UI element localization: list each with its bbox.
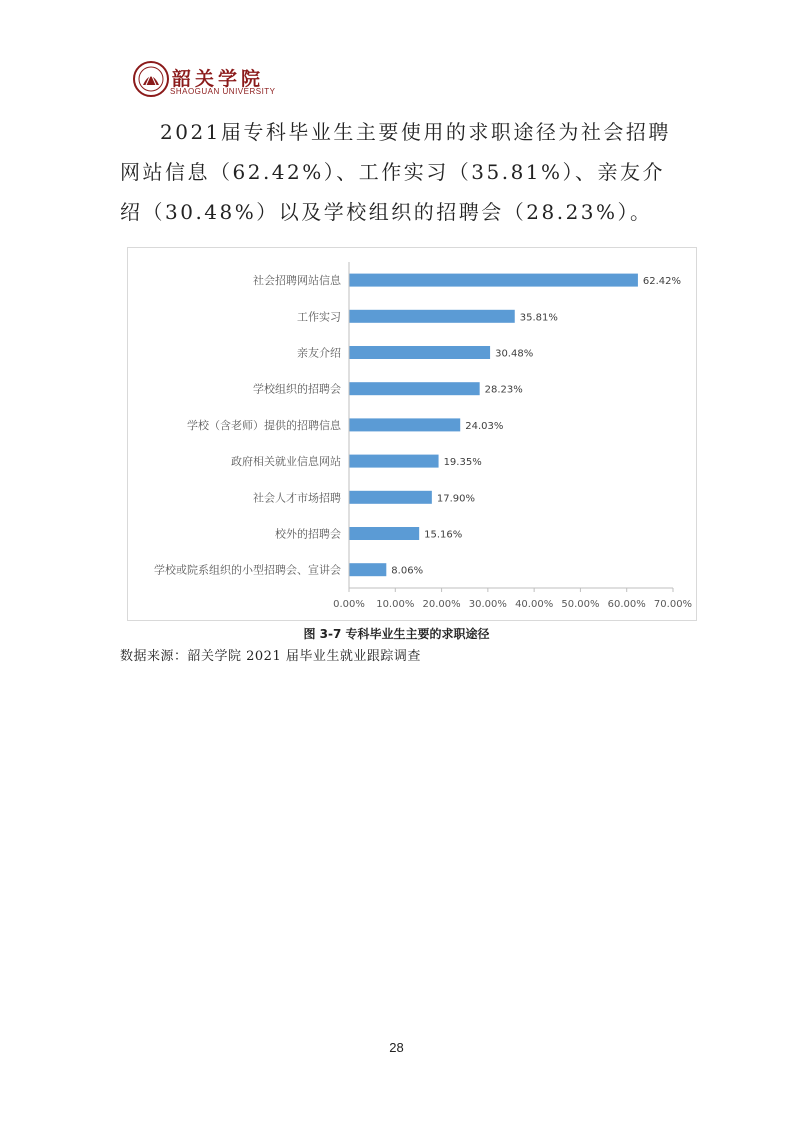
data-label: 24.03% xyxy=(465,420,504,432)
bar xyxy=(349,418,460,431)
data-label: 30.48% xyxy=(495,348,534,360)
data-label: 19.35% xyxy=(443,457,482,469)
chart-container xyxy=(127,247,697,621)
x-tick-label: 60.00% xyxy=(607,599,646,610)
x-tick-label: 50.00% xyxy=(561,599,600,610)
bar xyxy=(349,563,386,576)
category-label: 亲友介绍 xyxy=(297,346,341,360)
category-label: 学校或院系组织的小型招聘会、宣讲会 xyxy=(154,563,341,577)
category-label: 政府相关就业信息网站 xyxy=(231,455,341,469)
category-label: 学校组织的招聘会 xyxy=(253,382,341,396)
category-label: 校外的招聘会 xyxy=(275,527,341,541)
data-label: 28.23% xyxy=(484,384,523,396)
bar xyxy=(349,527,419,540)
x-tick-label: 70.00% xyxy=(653,599,693,610)
data-label: 17.90% xyxy=(436,493,475,505)
university-name-en: SHAOGUAN UNIVERSITY xyxy=(170,87,276,96)
bar xyxy=(349,310,515,323)
data-source-note: 数据来源：韶关学院 2021 届毕业生就业跟踪调查 xyxy=(120,649,421,664)
category-label: 工作实习 xyxy=(297,310,341,324)
page-number: 28 xyxy=(389,1040,404,1055)
x-tick-label: 10.00% xyxy=(376,599,415,610)
category-label: 社会招聘网站信息 xyxy=(253,274,341,288)
bar xyxy=(349,491,432,504)
university-name-cn: 韶关学院 xyxy=(172,68,265,90)
bar xyxy=(349,346,490,359)
bar xyxy=(349,274,638,287)
bar xyxy=(349,382,480,395)
university-logo xyxy=(132,60,282,104)
data-label: 62.42% xyxy=(642,276,682,288)
figure-caption: 图 3-7 专科毕业生主要的求职途径 xyxy=(303,627,490,641)
category-label: 学校（含老师）提供的招聘信息 xyxy=(187,418,341,432)
university-emblem-icon xyxy=(132,60,170,98)
x-tick-label: 40.00% xyxy=(515,599,554,610)
data-label: 35.81% xyxy=(519,312,558,324)
body-paragraph: 2021届专科毕业生主要使用的求职途径为社会招聘网站信息（62.42%）、工作实习（35.81%）、亲友介绍（30.48%）以及学校组织的招聘会（28.23%）。 xyxy=(120,120,671,224)
x-tick-label: 0.00% xyxy=(333,599,365,610)
x-tick-label: 20.00% xyxy=(422,599,461,610)
data-label: 8.06% xyxy=(391,565,424,577)
data-label: 15.16% xyxy=(424,529,463,541)
bar-chart xyxy=(128,248,696,620)
x-tick-label: 30.00% xyxy=(468,599,507,610)
category-label: 社会人才市场招聘 xyxy=(253,491,341,505)
bar xyxy=(349,455,439,468)
